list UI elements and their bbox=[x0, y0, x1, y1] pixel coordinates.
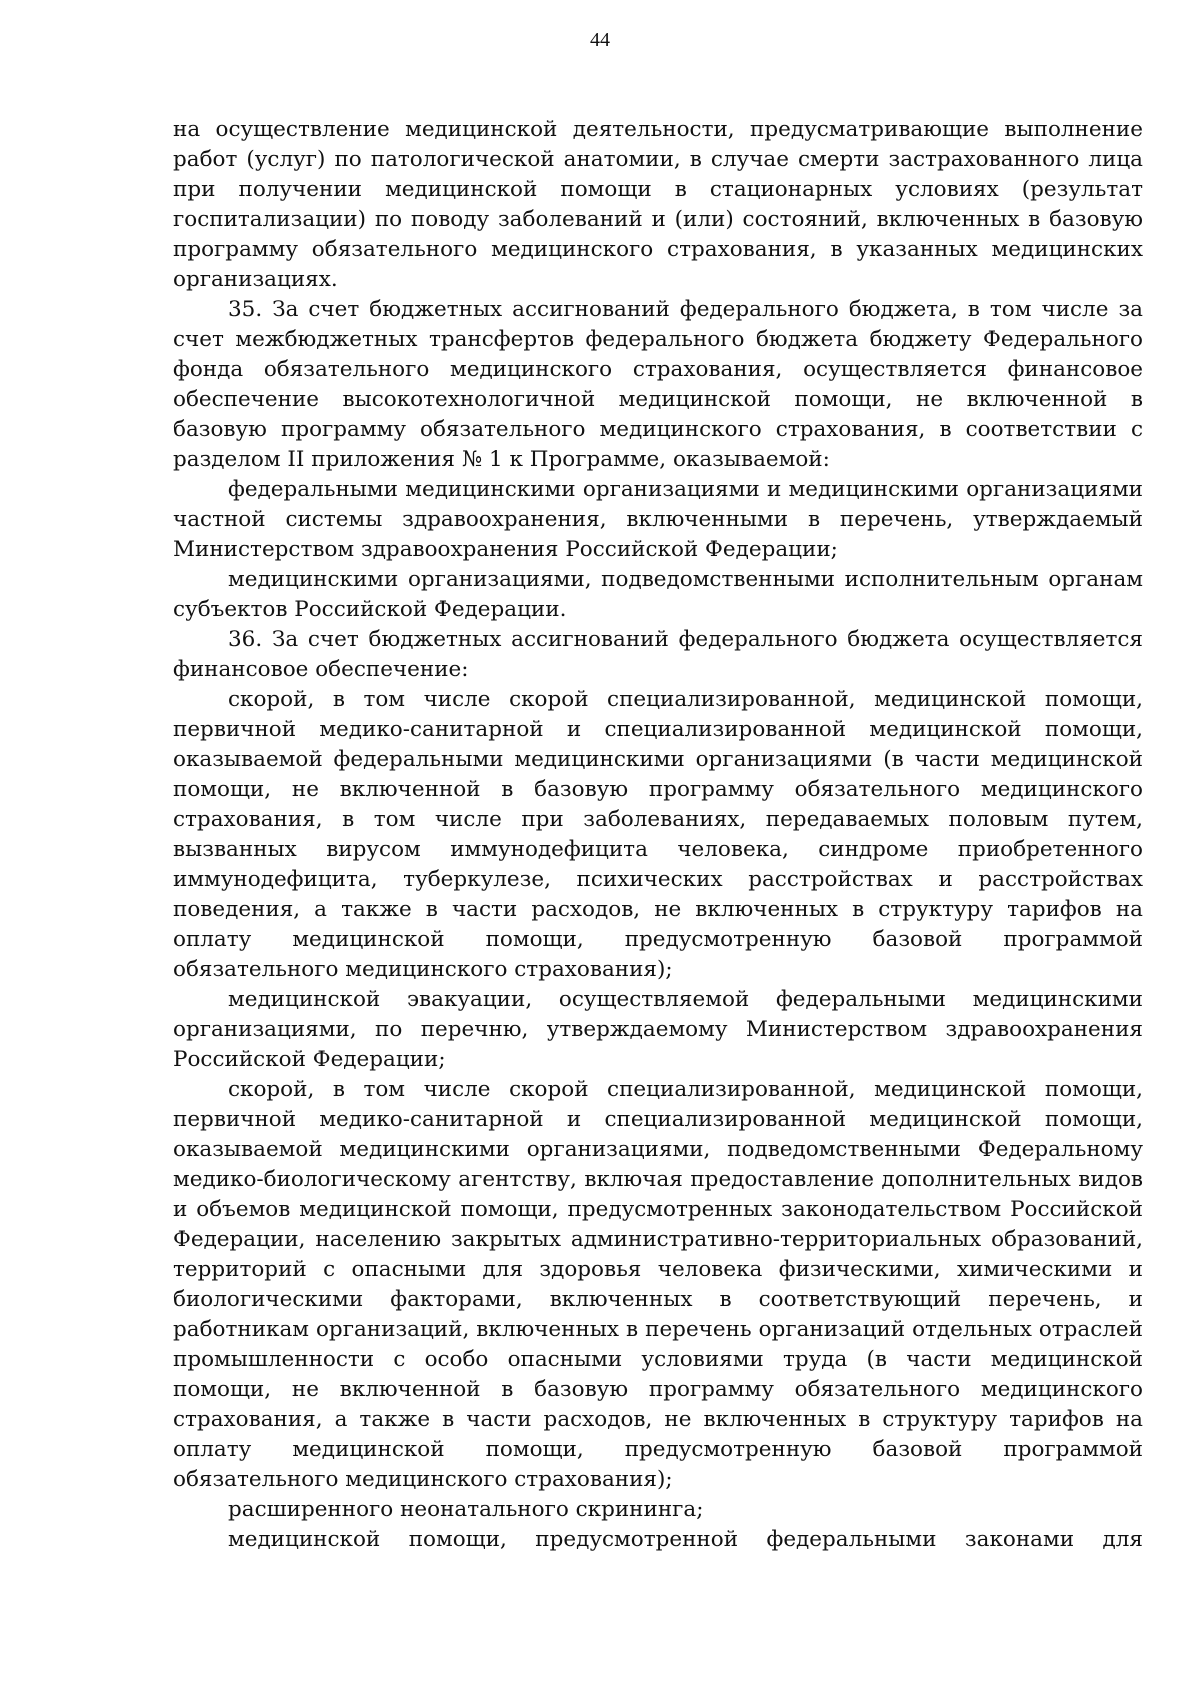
paragraph-subject-organizations: медицинскими организациями, подведомственными исполнительным органам субъектов Российской Федерации. bbox=[173, 567, 1143, 622]
paragraph-item-35: 35. За счет бюджетных ассигнований федерального бюджета, в том числе за счет межбюджетных трансфертов федерального бюджета бюджету Федерального фонда обязательного медицинского страхования, осуществляется финансовое обеспечение высокотехнологичной медицинской помощи, не включенной в базовую программу обязательного медицинского страхования, в соответствии с разделом II приложения № 1 к Программе, оказываемой: bbox=[173, 297, 1143, 472]
document-body bbox=[173, 115, 1143, 1555]
paragraph-continuation: на осуществление медицинской деятельности, предусматривающие выполнение работ (услуг) по патологической анатомии, в случае смерти застрахованного лица при получении медицинской помощи в стационарных условиях (результат госпитализации) по поводу заболеваний и (или) состояний, включенных в базовую программу обязательного медицинского страхования, в указанных медицинских организациях. bbox=[173, 117, 1143, 292]
paragraph-neonatal-screening: расширенного неонатального скрининга; bbox=[228, 1497, 704, 1522]
paragraph-fmba-care: скорой, в том числе скорой специализированной, медицинской помощи, первичной медико-санитарной и специализированной медицинской помощи, оказываемой медицинскими организациями, подведомственными Федеральному медико-биологическому агентству, включая предоставление дополнительных видов и объемов медицинской помощи, предусмотренных законодательством Российской Федерации, населению закрытых административно-территориальных образований, территорий с опасными для здоровья человека физическими, химическими и биологическими факторами, включенных в соответствующий перечень, и работникам организаций, включенных в перечень организаций отдельных отраслей промышленности с особо опасными условиями труда (в части медицинской помощи, не включенной в базовую программу обязательного медицинского страхования, а также в части расходов, не включенных в структуру тарифов на оплату медицинской помощи, предусмотренную базовой программой обязательного медицинского страхования); bbox=[173, 1077, 1143, 1492]
paragraph-federal-organizations: федеральными медицинскими организациями и медицинскими организациями частной системы здравоохранения, включенными в перечень, утверждаемый Министерством здравоохранения Российской Федерации; bbox=[173, 477, 1143, 562]
paragraph-item-36: 36. За счет бюджетных ассигнований федерального бюджета осуществляется финансовое обеспечение: bbox=[173, 627, 1143, 682]
paragraph-emergency-care: скорой, в том числе скорой специализированной, медицинской помощи, первичной медико-санитарной и специализированной медицинской помощи, оказываемой федеральными медицинскими организациями (в части медицинской помощи, не включенной в базовую программу обязательного медицинского страхования, в том числе при заболеваниях, передаваемых половым путем, вызванных вирусом иммунодефицита человека, синдроме приобретенного иммунодефицита, туберкулезе, психических расстройствах и расстройствах поведения, а также в части расходов, не включенных в структуру тарифов на оплату медицинской помощи, предусмотренную базовой программой обязательного медицинского страхования); bbox=[173, 687, 1143, 982]
paragraph-medical-evacuation: медицинской эвакуации, осуществляемой федеральными медицинскими организациями, по перечню, утверждаемому Министерством здравоохранения Российской Федерации; bbox=[173, 987, 1143, 1072]
paragraph-federal-laws: медицинской помощи, предусмотренной федеральными законами для bbox=[228, 1527, 1143, 1552]
page-number: 44 bbox=[590, 29, 610, 51]
